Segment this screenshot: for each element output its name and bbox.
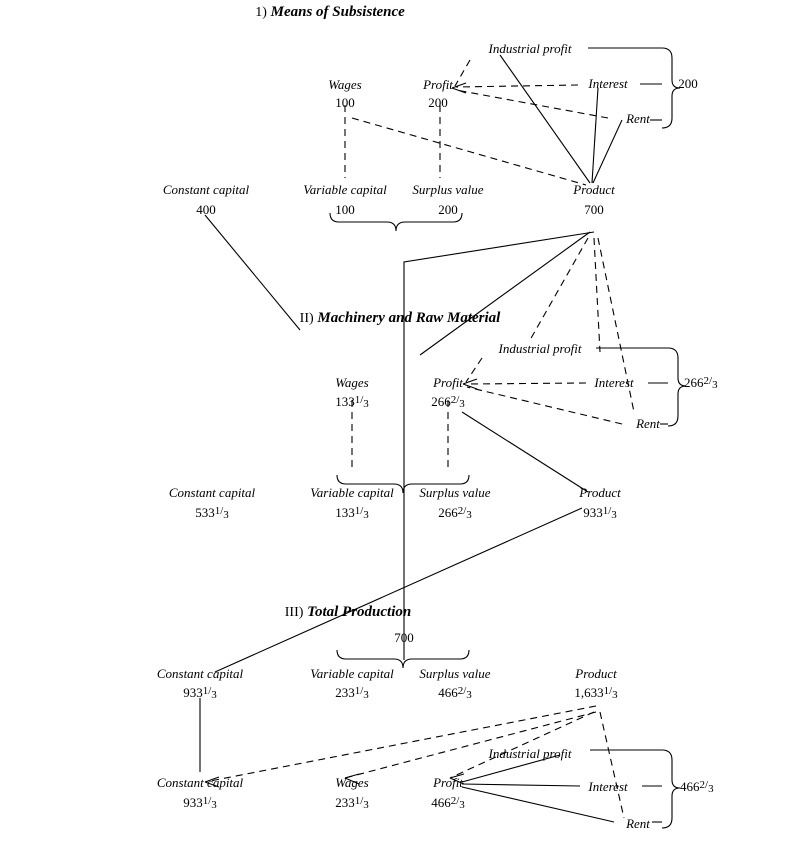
s2-surplus-value-label: Surplus value	[419, 485, 491, 500]
s1-surplus-value-label: Surplus value	[412, 182, 484, 197]
s3-cc-num: 1	[202, 685, 209, 697]
s1-constant-capital-value: 400	[196, 202, 216, 217]
s1-product-value: 700	[584, 202, 604, 217]
s2-sv-den: 3	[466, 509, 472, 521]
s1-constant-capital-label: Constant capital	[162, 182, 250, 197]
section-title-1	[255, 4, 405, 21]
s2-vc-int: 133	[335, 505, 355, 520]
s1-interest-label: Interest	[588, 76, 628, 91]
s3-constant-capital-value: $933^{1/3}$	[183, 685, 217, 701]
s3-bracket-int: 466	[680, 779, 700, 794]
s3-bracket-value: $466^{2/3}$	[680, 779, 714, 795]
s3-interest-label: Interest	[588, 779, 628, 794]
s1-profit-value: 200	[428, 95, 448, 110]
s3-wages-int: 233	[335, 795, 355, 810]
s2-variable-capital-label: Variable capital	[310, 485, 394, 500]
s2-profit-int: 266	[431, 394, 451, 409]
s2-bracket-den: 3	[712, 379, 718, 391]
s2-wages-value: $133^{1/3}$	[335, 394, 369, 410]
s3-surplus-value-label: Surplus value	[419, 666, 491, 681]
s1-profit-label: Profit	[423, 77, 453, 92]
s3-product-int: 1,633	[574, 685, 604, 700]
section-title-2	[300, 310, 501, 327]
s3-profit-label: Profit	[433, 775, 463, 790]
s3-wages-num: 1	[354, 795, 361, 807]
s2-sv-num: 2	[457, 505, 464, 517]
section-3-label: Total Production	[307, 604, 412, 620]
s2-product-label: Product	[579, 485, 621, 500]
s3-profit-value: $466^{2/3}$	[431, 795, 465, 811]
s2-bracket-value: $266^{2/3}$	[684, 375, 718, 391]
s1-variable-capital-label: Variable capital	[303, 182, 387, 197]
s2-profit-num: 2	[450, 394, 457, 406]
s2-bracket-int: 266	[684, 375, 704, 390]
s3-cc-den: 3	[211, 689, 217, 701]
s3-wages-den: 3	[363, 799, 369, 811]
s1-rent-label: Rent	[626, 111, 650, 126]
s2-bracket-num: 2	[703, 375, 709, 387]
s3-sv-num: 2	[457, 685, 464, 697]
s2-product-num: 1	[602, 505, 609, 517]
s3-bracket-num: 2	[699, 779, 705, 791]
s3-vc-den: 3	[363, 689, 369, 701]
s3-product-den: 3	[612, 689, 618, 701]
s3-cc-int: 933	[183, 685, 203, 700]
s2-industrial-profit-label: Industrial profit	[498, 341, 582, 356]
s3-bracket-top-value: 700	[394, 630, 414, 645]
section-1-numeral: 1)	[255, 5, 267, 20]
s2-product-den: 3	[611, 509, 617, 521]
s2-wages-int: 133	[335, 394, 355, 409]
s3-product-label: Product	[575, 666, 617, 681]
s2-profit-label: Profit	[433, 375, 463, 390]
s3-vc-int: 233	[335, 685, 355, 700]
s3-profit-den: 3	[459, 799, 465, 811]
s3-sv-den: 3	[466, 689, 472, 701]
s1-industrial-profit-label: Industrial profit	[488, 41, 572, 56]
s3-bracket-den: 3	[708, 783, 714, 795]
s2-sv-int: 266	[438, 505, 458, 520]
s2-variable-capital-value: $133^{1/3}$	[335, 505, 369, 521]
s2-surplus-value-value: $266^{2/3}$	[438, 505, 472, 521]
s2-cc-den: 3	[223, 509, 229, 521]
s3-sv-int: 466	[438, 685, 458, 700]
s3-constant-capital2-value: $933^{1/3}$	[183, 795, 217, 811]
s2-constant-capital-value: $533^{1/3}$	[195, 505, 229, 521]
section-3-numeral: III)	[284, 605, 304, 620]
s3-vc-num: 1	[354, 685, 361, 697]
s2-rent-label: Rent	[636, 416, 660, 431]
s3-product-num: 1	[603, 685, 610, 697]
section-title-3	[285, 604, 411, 621]
s3-constant-capital2-label: Constant capital	[156, 775, 244, 790]
s1-product-label: Product	[573, 182, 615, 197]
s2-product-value: $933^{1/3}$	[583, 505, 617, 521]
s1-wages-value: 100	[335, 95, 355, 110]
s2-wages-den: 3	[363, 398, 369, 410]
s3-cc2-int: 933	[183, 795, 203, 810]
s3-constant-capital-label: Constant capital	[156, 666, 244, 681]
section-1-label: Means of Subsistence	[270, 4, 405, 20]
s2-profit-den: 3	[459, 398, 465, 410]
s3-variable-capital-label: Variable capital	[310, 666, 394, 681]
s2-vc-den: 3	[363, 509, 369, 521]
s2-profit-value: $266^{2/3}$	[431, 394, 465, 410]
s3-wages-value: $233^{1/3}$	[335, 795, 369, 811]
s3-cc2-den: 3	[211, 799, 217, 811]
s1-bracket-value: 200	[678, 76, 698, 91]
s2-product-int: 933	[583, 505, 603, 520]
s3-rent-label: Rent	[626, 816, 650, 831]
s3-variable-capital-value: $233^{1/3}$	[335, 685, 369, 701]
s3-industrial-profit-label: Industrial profit	[488, 746, 572, 761]
s2-vc-num: 1	[354, 505, 361, 517]
s2-cc-int: 533	[195, 505, 215, 520]
s3-cc2-num: 1	[202, 795, 209, 807]
s2-constant-capital-label: Constant capital	[168, 485, 256, 500]
section-2-label: Machinery and Raw Material	[317, 310, 501, 326]
s3-wages-label: Wages	[335, 775, 369, 790]
section-2-numeral: II)	[299, 311, 314, 326]
s3-surplus-value-value: $466^{2/3}$	[438, 685, 472, 701]
s1-surplus-value-value: 200	[438, 202, 458, 217]
s2-wages-label: Wages	[335, 375, 369, 390]
s3-profit-int: 466	[431, 795, 451, 810]
s2-cc-num: 1	[214, 505, 221, 517]
s1-variable-capital-value: 100	[335, 202, 355, 217]
s1-wages-label: Wages	[328, 77, 362, 92]
s3-product-value: $1,633^{1/3}$	[574, 685, 618, 701]
s3-profit-num: 2	[450, 795, 457, 807]
s2-interest-label: Interest	[594, 375, 634, 390]
s2-wages-num: 1	[354, 394, 361, 406]
